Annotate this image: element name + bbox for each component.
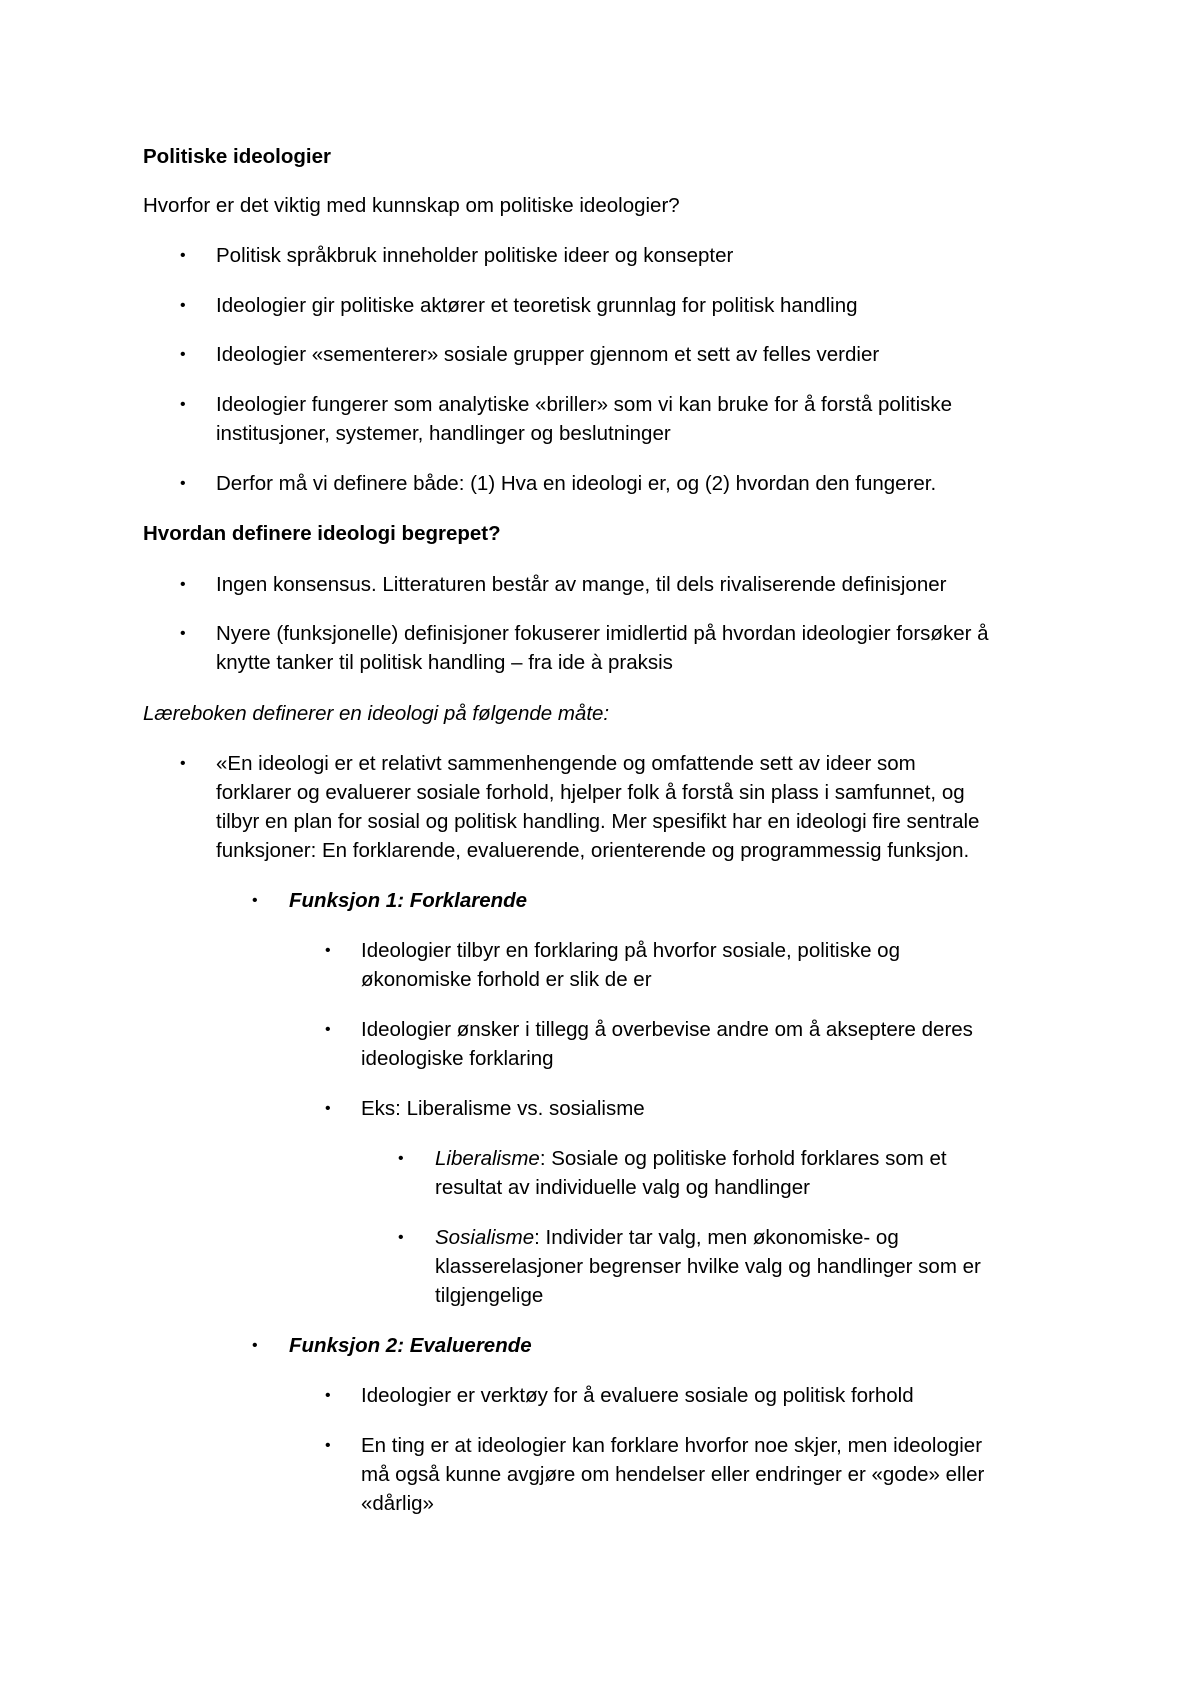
list-item-text: Ideologier fungerer som analytiske «briller» som vi kan bruke for å forstå politiske <box>216 393 953 416</box>
example-text: : Sosiale og politiske forhold forklares som et <box>539 1147 947 1170</box>
bullet-glyph: • <box>180 475 186 492</box>
bullet-glyph: • <box>398 1229 404 1246</box>
bullet-glyph: • <box>325 1021 331 1038</box>
list-item-text: Ideologier gir politiske aktører et teoretisk grunnlag for politisk handling <box>216 294 858 317</box>
list-item-text-cont: økonomiske forhold er slik de er <box>361 968 652 991</box>
bullet-glyph: • <box>325 942 331 959</box>
list-item-text-cont: må også kunne avgjøre om hendelser eller endringer er «gode» eller <box>361 1463 985 1486</box>
bullet-glyph: • <box>180 625 186 642</box>
intro-question: Hvorfor er det viktig med kunnskap om politiske ideologier? <box>143 194 680 217</box>
bullet-glyph: • <box>252 892 258 909</box>
function1-title: Funksjon 1: Forklarende <box>289 889 528 912</box>
list-item-text: Ideologier «sementerer» sosiale grupper gjennom et sett av felles verdier <box>216 343 880 366</box>
list-item-text: Ideologier tilbyr en forklaring på hvorfor sosiale, politiske og <box>361 939 900 962</box>
document-title: Politiske ideologier <box>143 145 331 168</box>
list-item-text-cont: ideologiske forklaring <box>361 1047 554 1070</box>
list-item-text: Ideologier er verktøy for å evaluere sosiale og politisk forhold <box>361 1384 914 1407</box>
example-line <box>435 1223 899 1252</box>
example-term: Liberalisme <box>435 1147 540 1170</box>
bullet-glyph: • <box>180 247 186 264</box>
definition-line: «En ideologi er et relativt sammenhengende og omfattende sett av ideer som <box>216 752 916 775</box>
list-item-text-cont: institusjoner, systemer, handlinger og beslutninger <box>216 422 671 445</box>
bullet-glyph: • <box>325 1437 331 1454</box>
list-item-text-cont: knytte tanker til politisk handling – fra ide à praksis <box>216 651 673 674</box>
example-line-cont: resultat av individuelle valg og handlinger <box>435 1176 810 1199</box>
list-item-text-cont: «dårlig» <box>361 1492 434 1515</box>
definition-line: funksjoner: En forklarende, evaluerende, orienterende og programmessig funksjon. <box>216 839 970 862</box>
list-item-text: Nyere (funksjonelle) definisjoner fokuserer imidlertid på hvordan ideologier forsøker å <box>216 622 989 645</box>
bullet-glyph: • <box>180 755 186 772</box>
bullet-glyph: • <box>252 1337 258 1354</box>
list-item-text: En ting er at ideologier kan forklare hvorfor noe skjer, men ideologier <box>361 1434 983 1457</box>
definition-line: forklarer og evaluerer sosiale forhold, hjelper folk å forstå sin plass i samfunnet, og <box>216 781 965 804</box>
bullet-glyph: • <box>180 346 186 363</box>
bullet-glyph: • <box>325 1387 331 1404</box>
textbook-intro: Læreboken definerer en ideologi på følgende måte: <box>143 702 610 725</box>
bullet-glyph: • <box>180 297 186 314</box>
example-line <box>435 1144 947 1173</box>
bullet-glyph: • <box>325 1100 331 1117</box>
definition-line: tilbyr en plan for sosial og politisk handling. Mer spesifikt har en ideologi fire sentrale <box>216 810 980 833</box>
bullet-glyph: • <box>180 396 186 413</box>
bullet-glyph: • <box>180 576 186 593</box>
section-heading: Hvordan definere ideologi begrepet? <box>143 522 501 545</box>
example-text: : Individer tar valg, men økonomiske- og <box>534 1226 899 1249</box>
example-line-cont: klasserelasjoner begrenser hvilke valg og handlinger som er <box>435 1255 981 1278</box>
example-term: Sosialisme <box>435 1226 535 1249</box>
list-item-text: Ingen konsensus. Litteraturen består av mange, til dels rivaliserende definisjoner <box>216 573 947 596</box>
list-item-text: Politisk språkbruk inneholder politiske ideer og konsepter <box>216 244 734 267</box>
list-item-text: Ideologier ønsker i tillegg å overbevise andre om å akseptere deres <box>361 1018 973 1041</box>
list-item-text: Eks: Liberalisme vs. sosialisme <box>361 1097 645 1120</box>
function2-title: Funksjon 2: Evaluerende <box>289 1334 532 1357</box>
list-item-text: Derfor må vi definere både: (1) Hva en ideologi er, og (2) hvordan den fungerer. <box>216 472 937 495</box>
bullet-glyph: • <box>398 1150 404 1167</box>
example-line-cont: tilgjengelige <box>435 1284 544 1307</box>
